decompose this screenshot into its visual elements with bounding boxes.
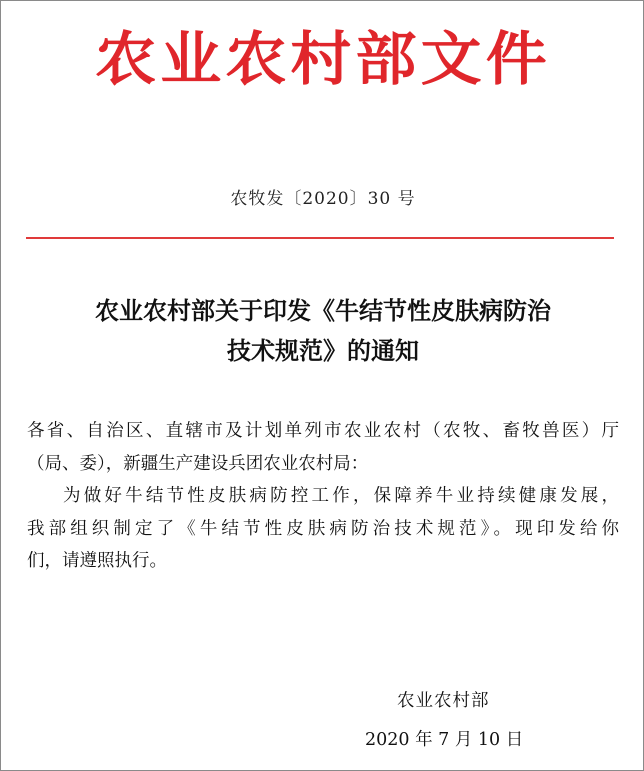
body-line-3: 为做好牛结节性皮肤病防控工作，保障养牛业持续健康发展， [63,486,619,506]
issue-date: 2020 年 7 月 10 日 [365,730,524,750]
notice-title-line-2: 技术规范》的通知 [227,336,419,365]
body-line-2: （局、委），新疆生产建设兵团农业农村局： [27,453,369,474]
issuer-title: 农业农村部文件 [95,25,551,93]
notice-body [27,415,619,578]
document-number: 农牧发〔2020〕30 号 [230,189,416,209]
body-line-1: 各省、自治区、直辖市及计划单列市农业农村（农牧、畜牧兽医）厅 [27,421,619,441]
notice-title-line-1: 农业农村部关于印发《牛结节性皮肤病防治 [95,296,551,325]
notice-title [1,291,644,371]
issuer-signature: 农业农村部 [397,691,490,711]
body-line-4: 我部组织制定了《牛结节性皮肤病防治技术规范》。现印发给你 [27,518,619,539]
body-line-5: 们，请遵照执行。 [27,551,167,571]
red-separator-line [26,237,614,239]
